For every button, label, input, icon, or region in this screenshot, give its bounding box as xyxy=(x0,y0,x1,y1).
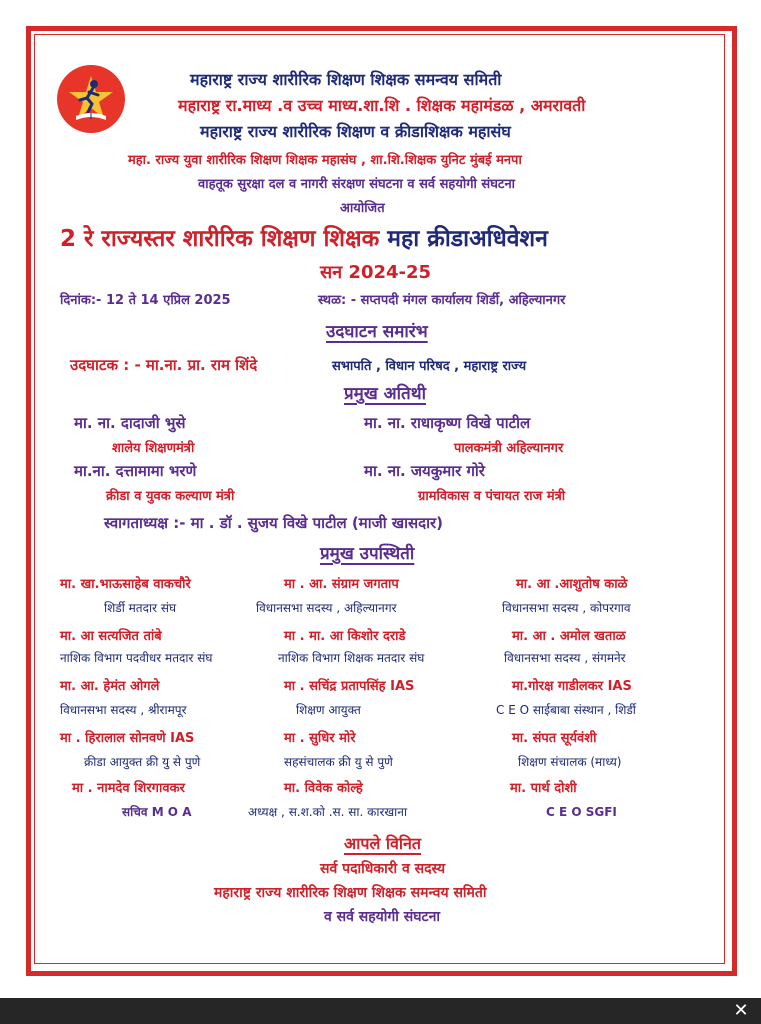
bottom-bar xyxy=(0,998,761,1024)
guest-name: मा. ना. दादाजी भुसे xyxy=(74,414,186,432)
presence-role: अध्यक्ष , स.श.को .स. सा. कारखाना xyxy=(248,805,408,819)
guest-role: पालकमंत्री अहिल्यानगर xyxy=(454,441,564,456)
event-date: दिनांक:- 12 ते 14 एप्रिल 2025 xyxy=(60,293,231,308)
presence-name: मा.गोरक्ष गाडीलकर IAS xyxy=(512,679,632,694)
presence-name: मा. आ. हेमंत ओगले xyxy=(60,679,160,694)
close-icon[interactable]: ✕ xyxy=(733,1000,749,1021)
presence-name: मा. आ . अमोल खताळ xyxy=(512,629,626,644)
presence-name: मा . मा. आ किशोर दराडे xyxy=(284,629,406,644)
organized-label: आयोजित xyxy=(340,201,385,216)
event-year: सन 2024-25 xyxy=(320,262,432,283)
presence-name: मा. खा.भाऊसाहेब वाकचौरे xyxy=(60,577,191,592)
presence-name: मा . हिरालाल सोनवणे IAS xyxy=(60,731,195,746)
inauguration-heading: उदघाटन समारंभ xyxy=(326,322,428,342)
org-line-5: वाहतूक सुरक्षा दल व नागरी संरक्षण संघटना व सर्व सहयोगी संघटना xyxy=(198,177,516,192)
presence-name: मा . सुधिर मोरे xyxy=(284,731,356,746)
welcome-host: स्वागताध्यक्ष :- मा . डॉ . सुजय विखे पाटील (माजी खासदार) xyxy=(104,514,443,532)
chief-guests-heading: प्रमुख अतिथी xyxy=(344,384,427,404)
presence-name: मा. आ सत्यजित तांबे xyxy=(60,629,162,644)
presence-role: सचिव M O A xyxy=(122,805,192,819)
event-title xyxy=(60,228,548,251)
presence-role: C E O SGFI xyxy=(546,805,617,819)
presence-heading: प्रमुख उपस्थिती xyxy=(320,544,415,564)
presence-name: मा . नामदेव शिरगावकर xyxy=(72,781,185,796)
footer-heading: आपले विनित xyxy=(344,834,422,853)
presence-role: विधानसभा सदस्य , संगमनेर xyxy=(504,651,626,665)
org-line-1: महाराष्ट्र राज्य शारीरिक शिक्षण शिक्षक समन्वय समिती xyxy=(190,70,502,89)
presence-role: विधानसभा सदस्य , श्रीरामपूर xyxy=(60,703,187,717)
presence-name: मा . सचिंद्र प्रतापसिंह IAS xyxy=(284,679,415,694)
presence-role: शिक्षण आयुक्त xyxy=(296,703,361,717)
presence-role: C E O साईबाबा संस्थान , शिर्डी xyxy=(496,703,636,717)
footer-line-1: सर्व पदाधिकारी व सदस्य xyxy=(320,861,446,877)
event-title-part1: 2 रे राज्यस्तर शारीरिक शिक्षण शिक्षक xyxy=(60,226,380,252)
presence-name: मा. विवेक कोल्हे xyxy=(284,781,363,796)
presence-role: शिर्डी मतदार संघ xyxy=(104,601,177,615)
guest-name: मा. ना. जयकुमार गोरे xyxy=(364,462,485,480)
guest-role: ग्रामविकास व पंचायत राज मंत्री xyxy=(418,489,566,504)
guest-role: क्रीडा व युवक कल्याण मंत्री xyxy=(106,489,235,504)
event-title-part2: महा क्रीडाअधिवेशन xyxy=(387,226,548,252)
presence-name: मा. पार्थ दोशी xyxy=(510,781,577,796)
org-line-2: महाराष्ट्र रा.माध्य .व उच्च माध्य.शा.शि . शिक्षक महामंडळ , अमरावती xyxy=(178,96,586,115)
inaugurator-detail: सभापति , विधान परिषद , महाराष्ट्र राज्य xyxy=(332,359,527,374)
presence-role: विधानसभा सदस्य , अहिल्यानगर xyxy=(256,601,397,615)
guest-name: मा.ना. दत्तामामा भरणे xyxy=(74,462,197,480)
presence-role: शिक्षण संचालक (माध्य) xyxy=(518,755,622,769)
org-line-3: महाराष्ट्र राज्य शारीरिक शिक्षण व क्रीडाशिक्षक महासंघ xyxy=(200,122,511,141)
presence-role: क्रीडा आयुक्त क्री यु से पुणे xyxy=(84,755,201,769)
org-line-4: महा. राज्य युवा शारीरिक शिक्षण शिक्षक महासंघ , शा.शि.शिक्षक युनिट मुंबई मनपा xyxy=(128,153,522,168)
guest-name: मा. ना. राधाकृष्ण विखे पाटील xyxy=(364,414,531,432)
event-venue: स्थळ: - सप्तपदी मंगल कार्यालय शिर्डी, अहिल्यानगर xyxy=(318,293,566,308)
logo-icon xyxy=(56,64,126,134)
presence-name: मा . आ. संग्राम जगताप xyxy=(284,577,399,592)
presence-role: विधानसभा सदस्य , कोपरगाव xyxy=(502,601,631,615)
guest-role: शालेय शिक्षणमंत्री xyxy=(112,441,195,456)
presence-name: मा. संपत सूर्यवंशी xyxy=(512,731,597,746)
presence-role: नाशिक विभाग पदवीधर मतदार संघ xyxy=(60,651,213,665)
footer-line-3: व सर्व सहयोगी संघटना xyxy=(324,909,440,925)
inaugurator-name: उदघाटक : - मा.ना. प्रा. राम शिंदे xyxy=(70,356,258,374)
presence-role: नाशिक विभाग शिक्षक मतदार संघ xyxy=(278,651,425,665)
presence-role: सहसंचालक क्री यु से पुणे xyxy=(284,755,393,769)
footer-line-2: महाराष्ट्र राज्य शारीरिक शिक्षण शिक्षक समन्वय समिती xyxy=(214,885,487,901)
presence-name: मा. आ .आशुतोष काळे xyxy=(516,577,628,592)
